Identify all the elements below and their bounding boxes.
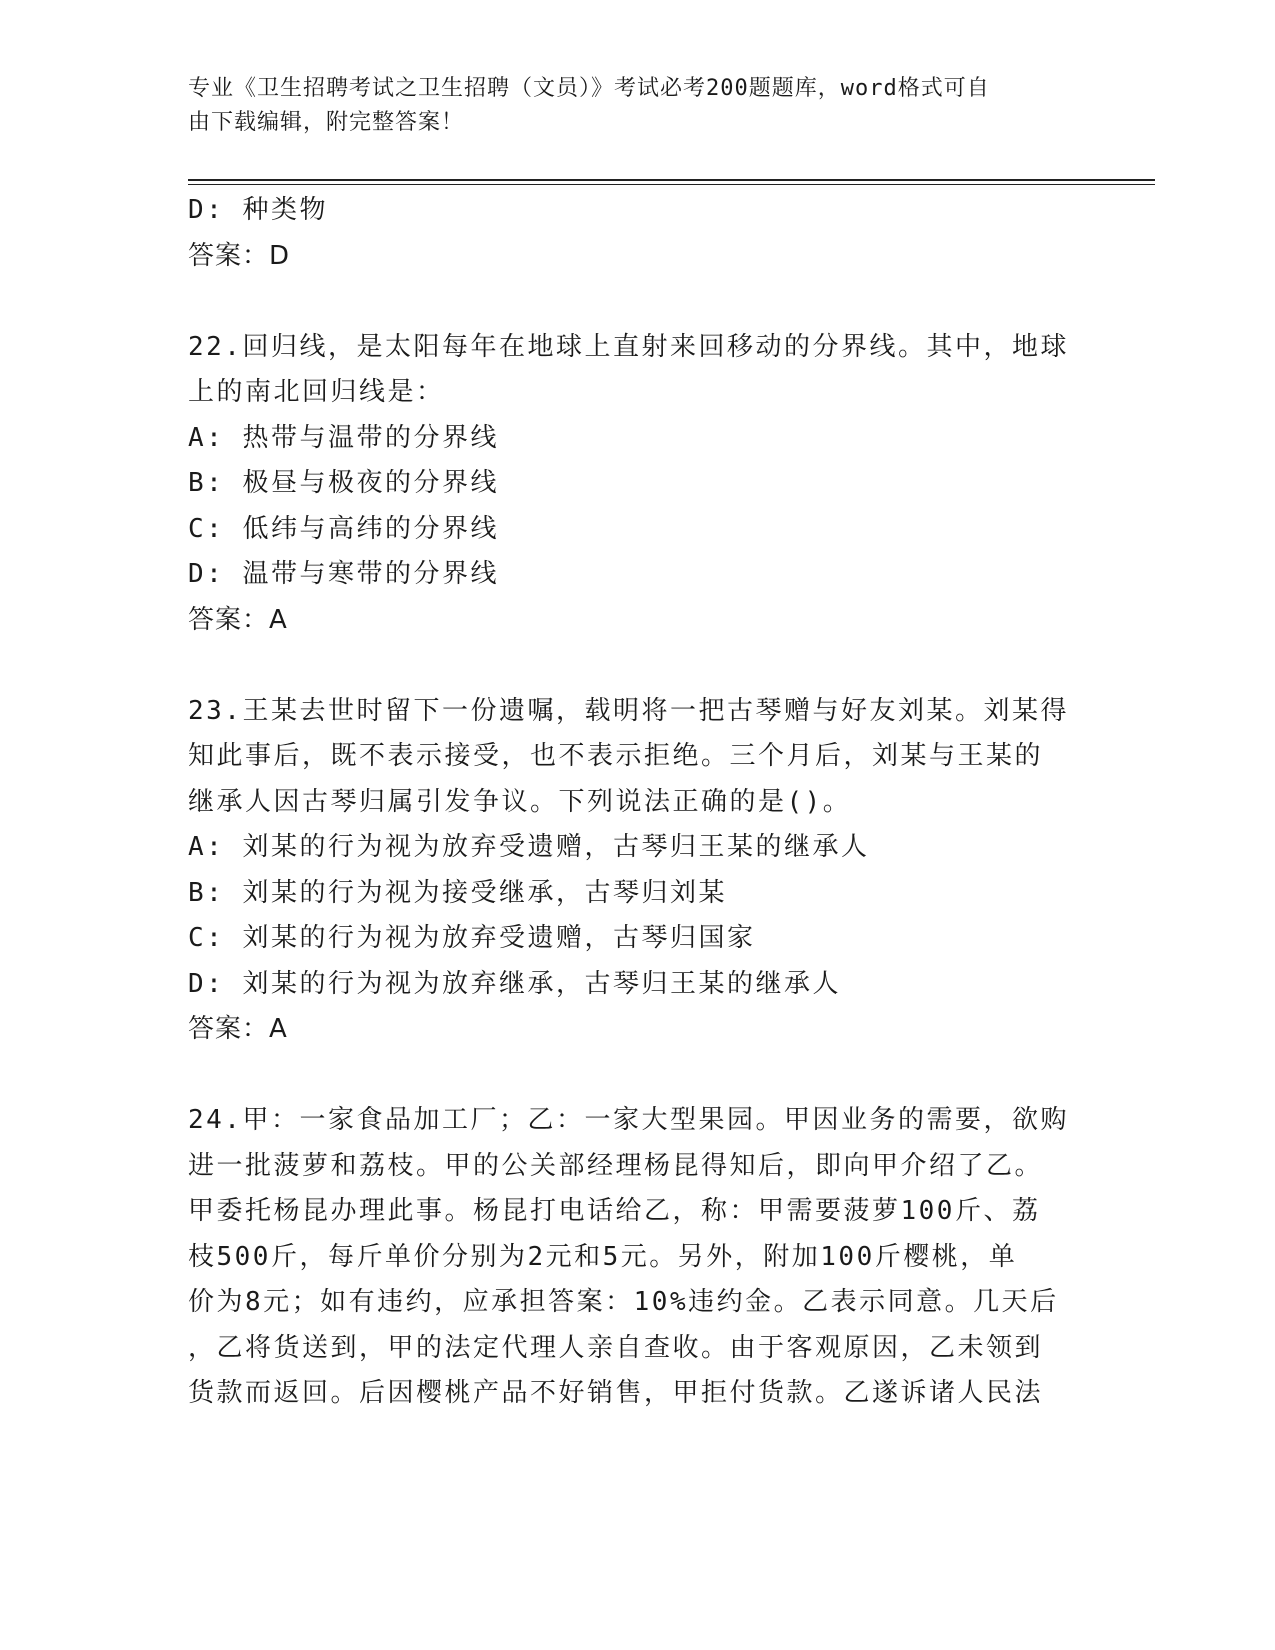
q22-stem-line-2: 上的南北回归线是： [188,377,445,407]
prev-answer: 答案：D [188,240,291,271]
spacer [188,1053,1088,1099]
question-22 [188,325,1088,644]
q24-stem-line-6: ，乙将货送到，甲的法定代理人亲自查收。由于客观原因，乙未领到 [188,1332,1044,1363]
spacer [188,643,1088,689]
q23-option-d: D: 刘某的行为视为放弃继承，古琴归王某的继承人 [188,968,841,999]
document-header [188,72,1088,140]
q23-stem-line-1: 23.王某去世时留下一份遗嘱，载明将一把古琴赠与好友刘某。刘某得 [188,695,1069,726]
q23-answer: 答案：A [188,1014,288,1044]
q24-stem-line-4: 枝500斤，每斤单价分别为2元和5元。另外，附加100斤樱桃，单 [188,1241,1018,1272]
q22-option-b: B: 极昼与极夜的分界线 [188,468,499,498]
q24-stem-line-5: 价为8元；如有违约，应承担答案：10%违约金。乙表示同意。几天后 [188,1287,1059,1317]
q23-option-c: C: 刘某的行为视为放弃受遗赠，古琴归国家 [188,923,756,953]
document-body [188,188,1088,1417]
question-24 [188,1098,1088,1417]
q24-stem-line-7: 货款而返回。后因樱桃产品不好销售，甲拒付货款。乙遂诉诸人民法 [188,1378,1044,1408]
prev-option-d: D: 种类物 [188,195,328,225]
q23-stem-line-3: 继承人因古琴归属引发争议。下列说法正确的是()。 [188,786,852,817]
question-23 [188,689,1088,1053]
q23-option-a: A: 刘某的行为视为放弃受遗赠，古琴归王某的继承人 [188,832,870,862]
q24-stem-line-1: 24.甲：一家食品加工厂；乙：一家大型果园。甲因业务的需要，欲购 [188,1105,1069,1135]
header-divider-thick [188,179,1155,181]
q22-option-a: A: 热带与温带的分界线 [188,422,499,453]
header-divider-thin [188,184,1155,185]
spacer [188,279,1088,325]
q24-stem-line-3: 甲委托杨昆办理此事。杨昆打电话给乙，称：甲需要菠萝100斤、荔 [188,1196,1041,1226]
q23-option-b: B: 刘某的行为视为接受继承，古琴归刘某 [188,877,727,908]
header-line-2: 由下载编辑，附完整答案！ [188,110,465,135]
q23-stem-line-2: 知此事后，既不表示接受，也不表示拒绝。三个月后，刘某与王某的 [188,741,1044,771]
q22-stem-line-1: 22.回归线，是太阳每年在地球上直射来回移动的分界线。其中，地球 [188,331,1069,362]
q22-option-d: D: 温带与寒带的分界线 [188,559,499,589]
q22-option-c: C: 低纬与高纬的分界线 [188,513,499,544]
q22-answer: 答案：A [188,604,288,635]
q24-stem-line-2: 进一批菠萝和荔枝。甲的公关部经理杨昆得知后，即向甲介绍了乙。 [188,1150,1044,1181]
header-line-1: 专业《卫生招聘考试之卫生招聘（文员）》考试必考200题题库，word格式可自 [188,76,990,101]
